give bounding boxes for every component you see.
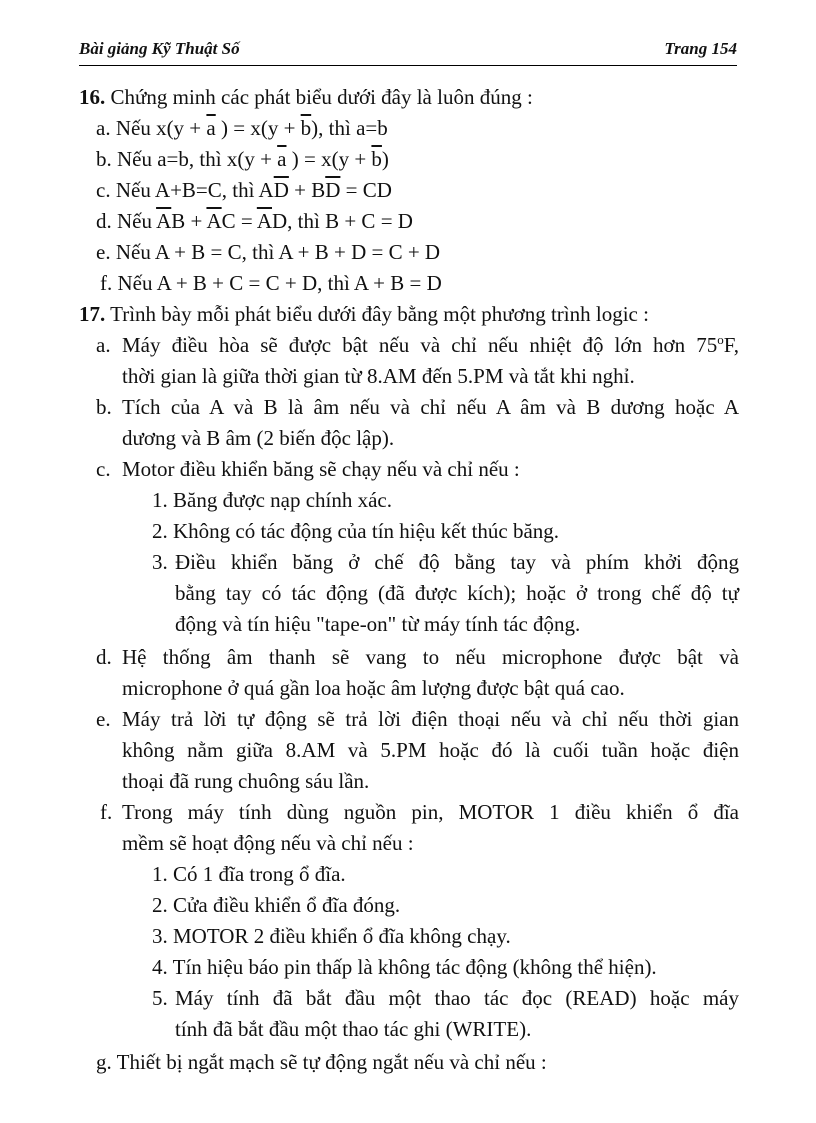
q17-c-sub-2 — [152, 518, 559, 544]
overlined-var: $\overline{D}$ — [273, 178, 289, 202]
q17-item-b-line2: dương và B âm (2 biến độc lập). — [122, 426, 395, 450]
q17-c-sub-3-line1: Điều khiển băng ở chế độ bằng tay và phím khởi động — [175, 550, 739, 574]
overlined-var: $\overline{b}$ — [371, 147, 382, 171]
item-text: Thiết bị ngắt mạch sẽ tự động ngắt nếu và chỉ nếu : — [116, 1050, 547, 1074]
item-text: Nếu A + B + C = C + D, thì A + B = D — [117, 271, 442, 295]
overlined-var: $\overline{b}$ — [300, 116, 312, 140]
q17-f-sub-5-number: 5. — [152, 986, 168, 1010]
item-text: Nếu A + B = C, thì A + B + D = C + D — [115, 240, 441, 264]
q17-item-e-line1: Máy trả lời tự động sẽ trả lời điện thoại nếu và chỉ nếu thời gian — [122, 707, 739, 731]
q16-item-a — [96, 115, 388, 141]
q17-c-sub-3-number: 3. — [152, 550, 168, 574]
sub-number: 1. — [152, 862, 168, 886]
q17-f-sub-5-line2: tính đã bắt đầu một thao tác ghi (WRITE). — [175, 1017, 532, 1041]
q17-item-c-text: Motor điều khiển băng sẽ chạy nếu và chỉ nếu : — [122, 457, 520, 481]
q17-intro: Trình bày mỗi phát biểu dưới đây bằng một phương trình logic : — [110, 302, 649, 326]
expr-text: ) = x(y + — [286, 147, 372, 171]
q16-number: 16. — [79, 85, 106, 109]
sub-text: Không có tác động của tín hiệu kết thúc băng. — [173, 519, 560, 543]
q17-item-f-line2: mềm sẽ hoạt động nếu và chỉ nếu : — [122, 831, 414, 855]
item-label: g. — [96, 1050, 112, 1074]
sub-text: MOTOR 2 điều khiển ổ đĩa không chạy. — [173, 924, 511, 948]
q17-item-a-label: a. — [96, 333, 111, 357]
degree-sign: o — [717, 332, 724, 347]
q17-heading — [79, 301, 649, 327]
q17-item-f-label: f. — [100, 800, 113, 824]
expr-text: D, thì B + C = D — [272, 209, 413, 233]
item-label: e. — [96, 240, 111, 264]
sub-number: 2. — [152, 893, 168, 917]
q17-item-b-label: b. — [96, 395, 112, 419]
q16-item-c — [96, 177, 392, 203]
overlined-var: $\overline{A}$ — [156, 209, 172, 233]
expr-text: = CD — [340, 178, 392, 202]
q17-c-sub-1 — [152, 487, 392, 513]
document-title: Bài giảng Kỹ Thuật Số — [79, 39, 240, 58]
expr-text: + B — [288, 178, 326, 202]
q17-f-sub-5-line1: Máy tính đã bắt đầu một thao tác đọc (READ) hoặc máy — [175, 986, 739, 1010]
page-header — [79, 39, 737, 66]
overlined-var: $\overline{D}$ — [325, 178, 341, 202]
q16-intro: Chứng minh các phát biểu dưới đây là luôn đúng : — [110, 85, 533, 109]
q17-f-sub-4 — [152, 954, 657, 980]
q17-c-sub-3-line3: động và tín hiệu "tape-on" từ máy tính tác động. — [175, 612, 581, 636]
q17-item-a-line2: thời gian là giữa thời gian từ 8.AM đến 5.PM và tắt khi nghỉ. — [122, 364, 635, 388]
q17-item-e-line3: thoại đã rung chuông sáu lần. — [122, 769, 370, 793]
sub-number: 3. — [152, 924, 168, 948]
q17-item-d-line2: microphone ở quá gần loa hoặc âm lượng được bật quá cao. — [122, 676, 625, 700]
q17-item-e-line2: không nằm giữa 8.AM và 5.PM hoặc đó là cuối tuần hoặc điện — [122, 738, 739, 762]
q17-item-f-line1: Trong máy tính dùng nguồn pin, MOTOR 1 điều khiển ổ đĩa — [122, 800, 739, 824]
item-text: Máy điều hòa sẽ được bật nếu và chỉ nếu nhiệt độ lớn hơn 75 — [122, 333, 718, 357]
overlined-var: $\overline{A}$ — [256, 209, 272, 233]
item-label: f. — [100, 271, 113, 295]
q17-item-g — [96, 1049, 547, 1075]
q17-number: 17. — [79, 302, 106, 326]
q17-f-sub-3 — [152, 923, 511, 949]
q17-item-a-line1 — [122, 332, 739, 358]
item-label: b. — [96, 147, 112, 171]
q16-item-b — [96, 146, 389, 172]
overlined-var: $\overline{A}$ — [206, 209, 222, 233]
sub-text: Cửa điều khiển ổ đĩa đóng. — [173, 893, 401, 917]
q17-item-b-line1: Tích của A và B là âm nếu và chỉ nếu A âm và B dương hoặc A — [122, 395, 739, 419]
item-label: c. — [96, 178, 111, 202]
sub-number: 2. — [152, 519, 168, 543]
q16-item-d — [96, 208, 413, 234]
q17-f-sub-2 — [152, 892, 400, 918]
expr-text: Nếu — [117, 209, 157, 233]
q17-item-c-label: c. — [96, 457, 111, 481]
q16-item-e — [96, 239, 440, 265]
sub-number: 1. — [152, 488, 168, 512]
q17-f-sub-1 — [152, 861, 346, 887]
expr-text: ), thì a=b — [311, 116, 388, 140]
overlined-var: $\overline{a}$ — [277, 147, 287, 171]
q17-item-d-label: d. — [96, 645, 112, 669]
overlined-var: $\overline{a}$ — [206, 116, 216, 140]
expr-text: ) = x(y + — [215, 116, 301, 140]
sub-text: Tín hiệu báo pin thấp là không tác động (không thể hiện). — [172, 955, 657, 979]
expr-text: Nếu x(y + — [115, 116, 207, 140]
q17-c-sub-3-line2: bằng tay có tác động (đã được kích); hoặc ở trong chế độ tự — [175, 581, 739, 605]
q16-heading — [79, 84, 533, 110]
expr-text: Nếu A+B=C, thì A — [115, 178, 274, 202]
expr-text: Nếu a=b, thì x(y + — [117, 147, 278, 171]
sub-number: 4. — [152, 955, 168, 979]
item-label: a. — [96, 116, 111, 140]
item-label: d. — [96, 209, 112, 233]
q17-item-d-line1: Hệ thống âm thanh sẽ vang to nếu microphone được bật và — [122, 645, 739, 669]
expr-text: C = — [221, 209, 257, 233]
q16-item-f — [100, 270, 442, 296]
page-number: Trang 154 — [664, 39, 737, 58]
item-text: F, — [723, 333, 739, 357]
expr-text: ) — [381, 147, 389, 171]
sub-text: Có 1 đĩa trong ổ đĩa. — [173, 862, 346, 886]
sub-text: Băng được nạp chính xác. — [173, 488, 393, 512]
expr-text: B + — [171, 209, 207, 233]
q17-item-e-label: e. — [96, 707, 111, 731]
